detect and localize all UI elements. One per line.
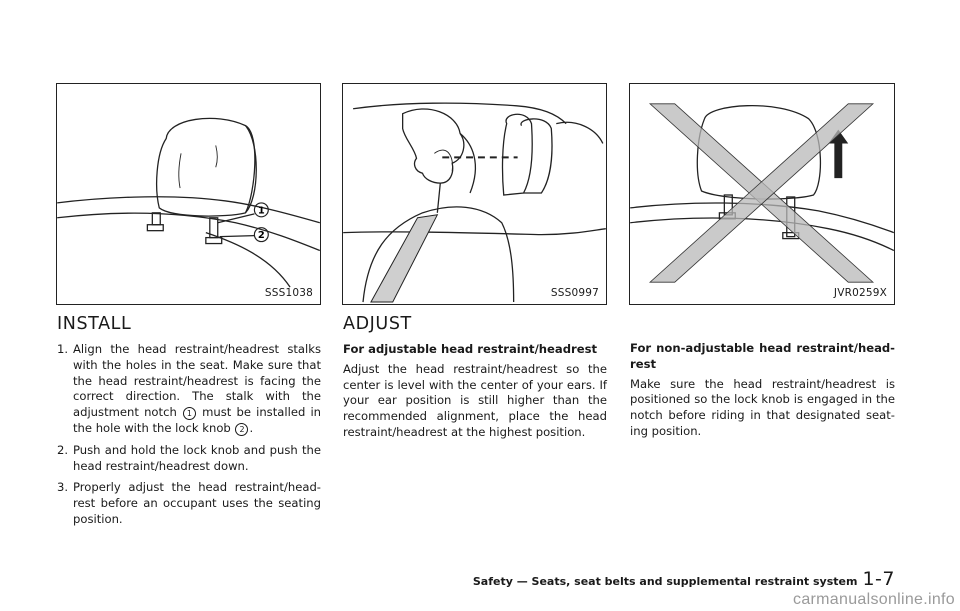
install-heading: INSTALL <box>57 314 132 334</box>
marker-1: 1 <box>183 407 196 420</box>
step-number: 1. <box>57 342 69 356</box>
headrest-incorrect-illustration <box>630 84 894 304</box>
footer-section-title: Safety — Seats, seat belts and supplemental restraint system <box>472 575 858 588</box>
figure-headrest-adjust <box>342 83 607 305</box>
page-footer <box>473 568 895 590</box>
step-text: Align the head restraint/headrest stalks with the holes in the seat. Make sure that the head restraint/headrest is facing the correct direction. The stalk with the adjustment notch <box>73 342 321 420</box>
install-step <box>57 342 321 437</box>
callout-2: 2 <box>257 230 265 242</box>
step-text: must be installed in the hole with the lock knob <box>73 405 322 435</box>
watermark: carmanualsonline.info <box>793 591 955 608</box>
marker-2: 2 <box>235 423 248 436</box>
adjust-section <box>343 312 607 441</box>
figure-code: SSS0997 <box>550 287 599 299</box>
figure-code: SSS1038 <box>264 287 313 299</box>
step-text: Push and hold the lock knob and push the head restraint/headrest down. <box>73 442 321 473</box>
non-adjustable-subheading: For non-adjustable head restraint/head- rest <box>630 341 895 371</box>
adjust-body: Adjust the head restraint/headrest so the center is level with the center of your ears. If your ear position is still higher than the recommended alignment, place the head restraint/headrest at the highest position. <box>343 361 607 439</box>
callout-1: 1 <box>257 205 265 217</box>
figure-headrest-install <box>56 83 321 305</box>
figure-code: JVR0259X <box>833 287 887 299</box>
install-step <box>57 480 321 527</box>
install-steps <box>57 342 321 528</box>
step-text: . <box>249 420 254 435</box>
headrest-install-illustration <box>57 84 320 304</box>
step-text: Properly adjust the head restraint/head- rest before an occupant uses the seating position. <box>73 480 321 526</box>
step-number: 3. <box>57 480 69 495</box>
occupant-headrest-illustration <box>343 84 606 304</box>
page-number: 1-7 <box>862 568 895 590</box>
adjust-subheading: For adjustable head restraint/headrest <box>343 342 598 356</box>
adjust-heading: ADJUST <box>343 314 412 334</box>
install-step <box>57 443 321 475</box>
figure-headrest-incorrect <box>629 83 895 305</box>
install-section <box>57 312 321 534</box>
step-number: 2. <box>57 442 69 457</box>
non-adjustable-section <box>630 341 895 440</box>
non-adjustable-body: Make sure the head restraint/headrest is positioned so the lock knob is engaged in the notch before riding in that designated seat- ing position. <box>630 376 895 438</box>
